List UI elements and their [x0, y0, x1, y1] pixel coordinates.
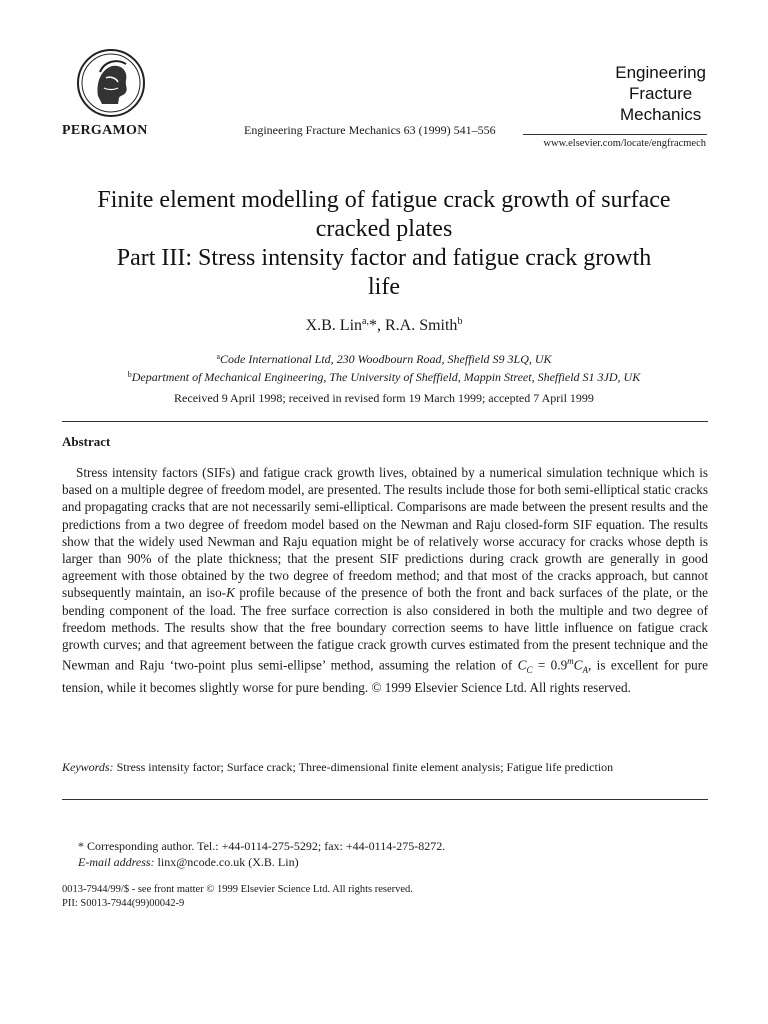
- abstract-text: Stress intensity factors (SIFs) and fatigue crack growth lives, obtained by a numerical simulation technique which is based on a multiple degree of freedom model, are presented. The results include those for both semi-elliptical static cracks and propagating cracks that are not necessarily semi-elliptical. Comparisons are made between the present results and the predictions from a two degree of freedom model based on the Newman and Raju closed-form SIF equation. The results show that the widely used Newman and Raju equation might be of relatively worse accuracy for cracks whose depth is larger than 90% of the plate thickness; that the present SIF predictions during crack growth are generally in good agreement with those obtained by the two degree of freedom method; and that most of the cracks approach, but cannot subsequently maintain, an iso-: [62, 465, 708, 601]
- email-link[interactable]: linx@ncode.co.uk (X.B. Lin): [154, 855, 299, 869]
- paper-title: [40, 186, 728, 302]
- affiliation-line: [0, 367, 768, 385]
- footnote-line: * Corresponding author. Tel.: +44-0114-275-5292; fax: +44-0114-275-8272.: [78, 839, 446, 853]
- affiliation-text: Code International Ltd, 230 Woodbourn Road, Sheffield S9 3LQ, UK: [220, 352, 552, 366]
- abstract-body: [62, 464, 708, 697]
- journal-name-line: Engineering: [615, 63, 706, 82]
- journal-url-link[interactable]: www.elsevier.com/locate/engfracmech: [543, 138, 706, 149]
- corresponding-star[interactable]: *: [368, 317, 377, 334]
- journal-brand: [615, 62, 706, 125]
- abstract-math: m: [567, 656, 574, 667]
- author-name: R.A. Smith: [384, 317, 458, 334]
- keywords: [62, 760, 708, 775]
- corresponding-footnote: [62, 838, 708, 870]
- abstract-math: C: [526, 665, 533, 676]
- affiliations: [0, 349, 768, 385]
- keywords-text: Stress intensity factor; Surface crack; Three-dimensional finite element analysis; Fatigue life prediction: [113, 760, 614, 774]
- abstract-math: C: [573, 657, 583, 673]
- affiliation-line: [0, 349, 768, 367]
- abstract-bottom-rule: [62, 799, 708, 800]
- publisher-name: PERGAMON: [62, 123, 148, 138]
- abstract-heading: Abstract: [62, 434, 111, 449]
- author-affil-mark: a,: [362, 316, 369, 327]
- author-separator: ,: [376, 317, 385, 334]
- pergamon-logo-icon: [76, 48, 146, 118]
- author-affil-mark: b: [457, 316, 463, 327]
- header-divider: [523, 134, 707, 135]
- author-list: [0, 316, 768, 335]
- title-line: Part III: Stress intensity factor and fatigue crack growth: [116, 245, 652, 271]
- affiliation-text: Department of Mechanical Engineering, The University of Sheffield, Mappin Street, Sheffield S1 3JD, UK: [131, 370, 641, 384]
- journal-name-line: Mechanics: [619, 105, 702, 124]
- title-line: Finite element modelling of fatigue crack growth of surface: [97, 187, 671, 213]
- abstract-math: K: [226, 585, 235, 601]
- front-matter-line: 0013-7944/99/$ - see front matter © 1999 Elsevier Science Ltd. All rights reserved.: [62, 884, 413, 895]
- abstract-math: A: [582, 665, 588, 676]
- keywords-label: Keywords:: [62, 760, 114, 774]
- footnote-email: [62, 854, 708, 870]
- abstract-top-rule: [62, 421, 708, 422]
- abstract-math: C: [517, 657, 527, 673]
- title-line: cracked plates: [315, 216, 453, 242]
- abstract-math: = 0.9: [532, 657, 568, 673]
- abstract-text: , is excellent for pure tension, while it becomes slightly worse for pure bending. © 1999 Elsevier Science Ltd. All rights reserved.: [62, 657, 709, 696]
- journal-name-line: Fracture: [628, 84, 693, 103]
- email-label: E-mail address:: [78, 855, 155, 869]
- abstract-text: profile because of the presence of both the front and back surfaces of the plate, or the bending component of the load. The free surface correction is also considered in both the multiple and two degree of freedom methods. The results show that the free boundary correction seems to have little influence on fatigue crack growth curves; and that agreement between the fatigue crack growth curves estimated from the present technique and the Newman and Raju ‘two-point plus semi-ellipse’ method, assuming the relation of: [62, 585, 708, 673]
- pii-line: PII: S0013-7944(99)00042-9: [62, 898, 185, 909]
- received-dates: Received 9 April 1998; received in revised form 19 March 1999; accepted 7 April 1999: [174, 391, 594, 405]
- author-name: X.B. Lin: [305, 317, 363, 334]
- affiliation-mark: b: [127, 370, 132, 379]
- journal-citation: Engineering Fracture Mechanics 63 (1999) 541–556: [244, 123, 496, 137]
- title-line: life: [368, 274, 400, 300]
- publication-info: [62, 883, 413, 911]
- affiliation-mark: a: [216, 352, 220, 361]
